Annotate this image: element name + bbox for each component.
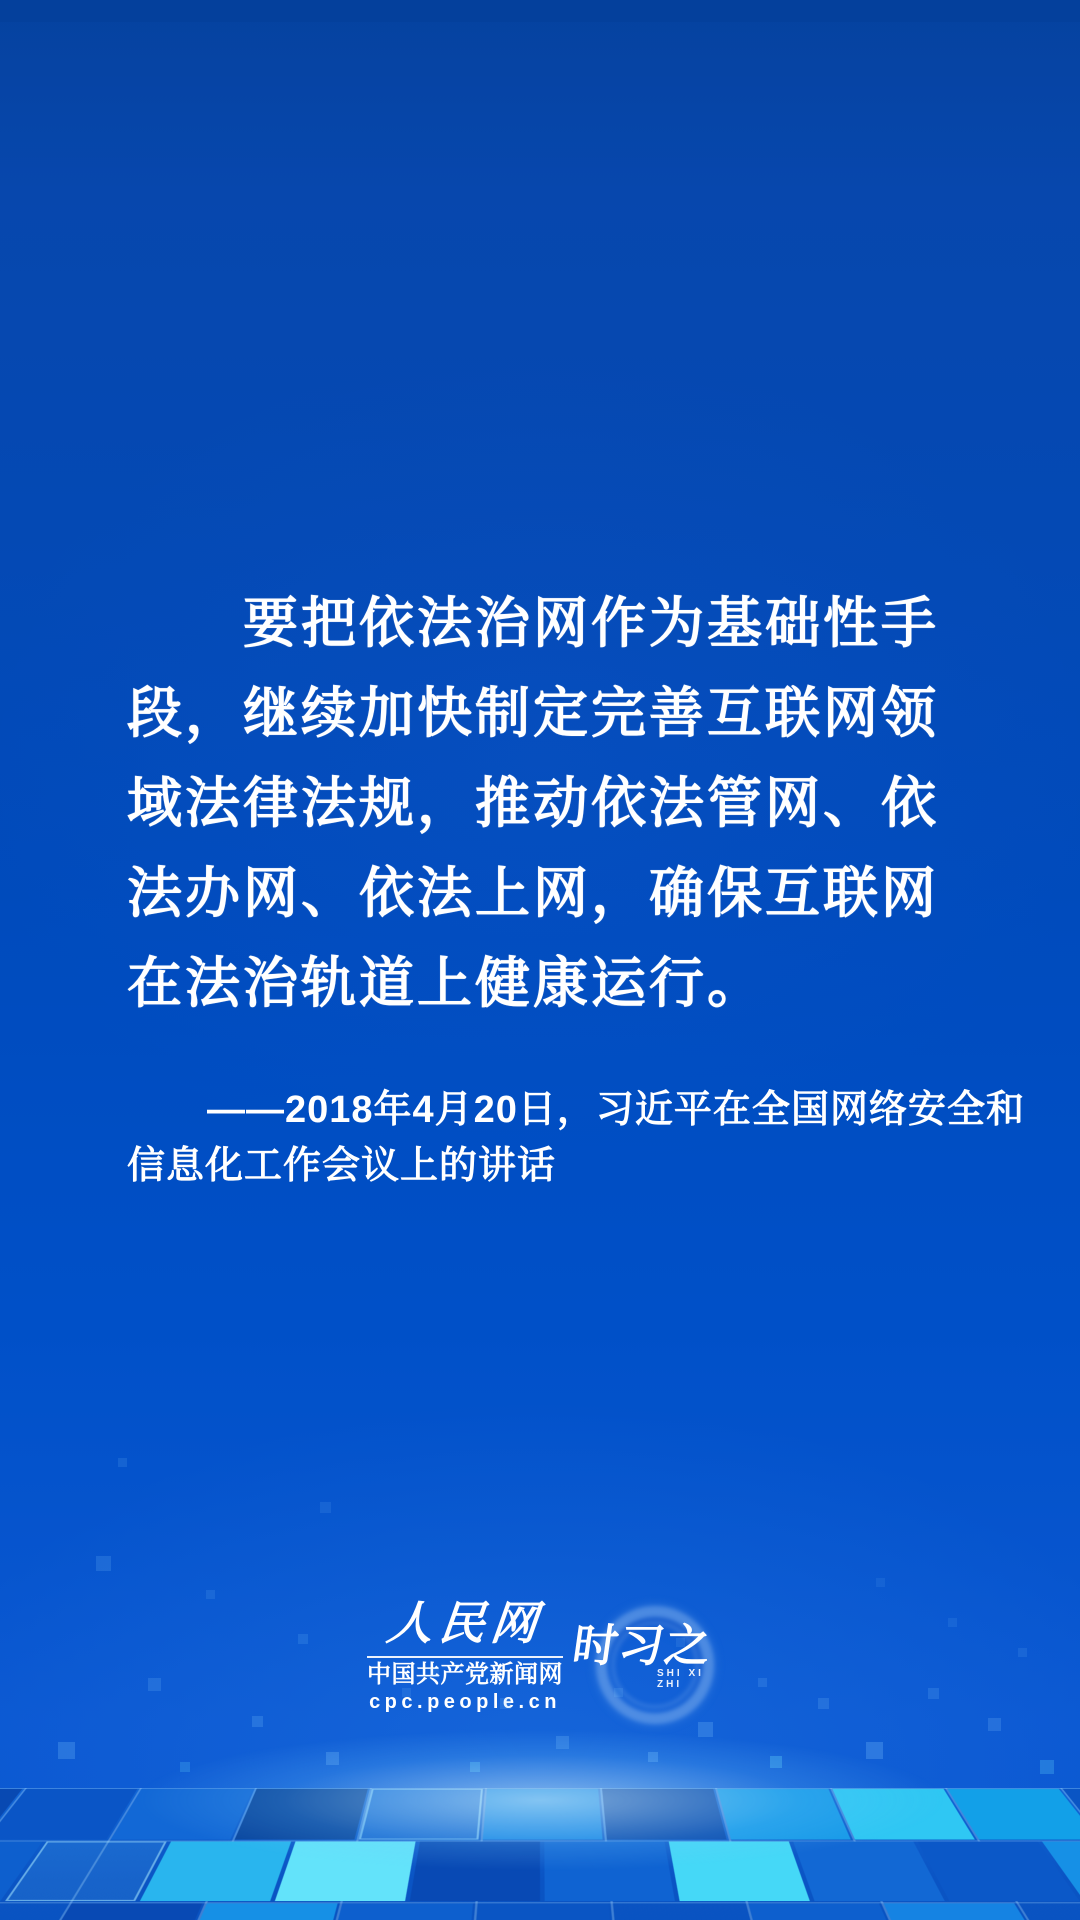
floor-tile [483,1789,603,1840]
renminwang-wordmark: 人民网 [384,1597,546,1649]
floor-plane [0,1788,1080,1920]
floor-tile [717,1789,851,1840]
floor-tile [359,1789,483,1840]
cpc-url-label: cpc.people.cn [369,1691,561,1713]
shixizhi-wordmark: 时习之 [569,1620,715,1671]
floor-tile [324,1903,473,1920]
quote-line: 在法治轨道上健康运行。 [127,952,766,1014]
mosaic-floor [0,1780,1080,1920]
attribution-line: ——2018年4月20日，习近平在全国网络安全和 [207,1089,1025,1131]
logo-divider-line [367,1656,563,1658]
quote-line: 要把依法治网作为基础性手 [243,592,940,654]
quote-block [127,578,957,1028]
top-strip [0,0,1080,22]
floor-tile [669,1841,810,1901]
floor-tile [235,1789,368,1840]
attribution-block [127,1082,1025,1194]
quote-line: 段，继续加快制定完善互联网领 [127,682,940,744]
shixizhi-logo [569,1596,733,1716]
floor-tile [275,1841,416,1901]
floor-tile [410,1841,540,1901]
attribution-line: 信息化工作会议上的讲话 [127,1145,557,1187]
floor-tile [472,1903,615,1920]
floor-tile [602,1789,727,1840]
quote-line: 法办网、依法上网，确保互联网 [127,862,940,924]
floor-tile [1063,1789,1080,1840]
quote-line: 域法律法规，推动依法管网、依 [127,772,940,834]
shixizhi-latin-label: SHI XI ZHI [657,1668,704,1690]
cpc-news-label: 中国共产党新闻网 [367,1661,563,1688]
floor-tile [544,1841,675,1901]
peoples-daily-logo [367,1592,563,1714]
